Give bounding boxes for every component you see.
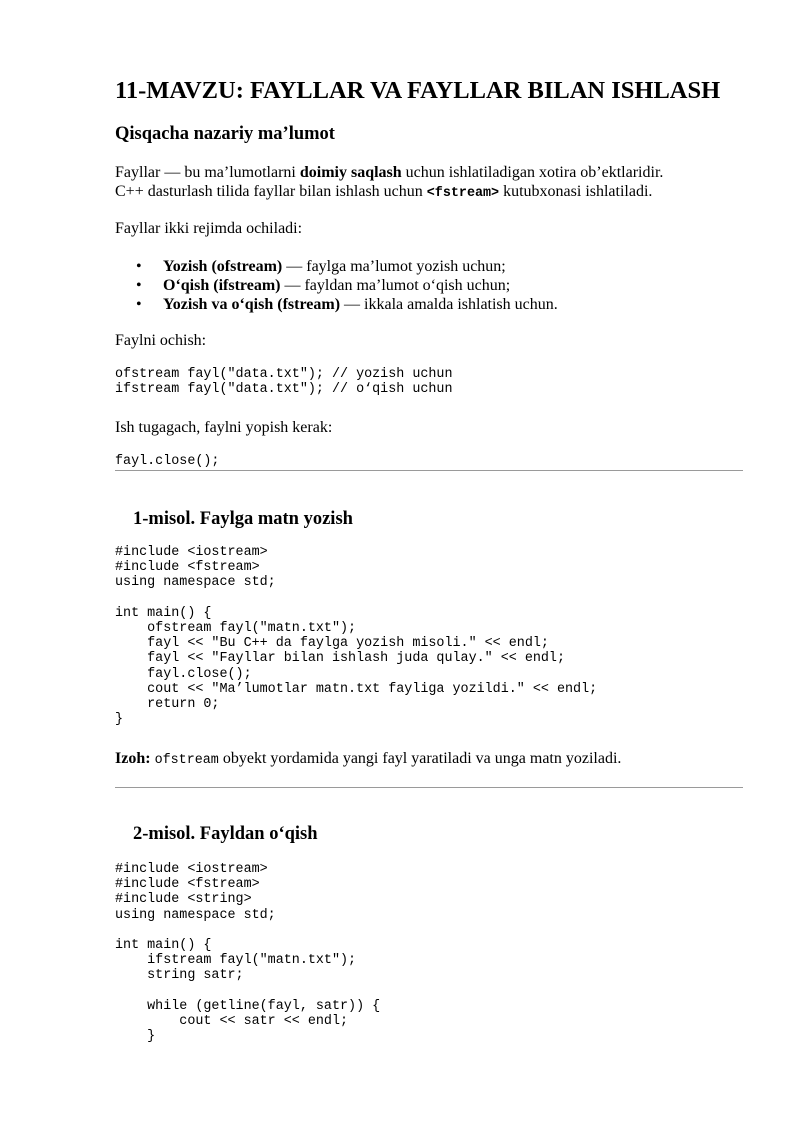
theory-paragraph-2 [115, 182, 652, 203]
mode-description: — faylga ma’lumot yozish uchun; [282, 258, 506, 275]
close-intro: Ish tugagach, faylni yopish kerak: [115, 419, 333, 436]
note-text: obyekt yordamida yangi fayl yaratiladi va unga matn yoziladi. [218, 750, 622, 767]
list-item [115, 257, 558, 276]
bullet-icon: • [136, 277, 142, 294]
close-code-block: fayl.close(); [115, 454, 220, 469]
page-title: 11-MAVZU: FAYLLAR VA FAYLLAR BILAN ISHLASH [115, 77, 721, 104]
mode-description: — ikkala amalda ishlatish uchun. [340, 296, 558, 313]
theory-heading: Qisqacha nazariy ma’lumot [115, 124, 335, 144]
theory-p2-after: kutubxonasi ishlatiladi. [499, 183, 653, 200]
theory-p1-before: Fayllar — bu ma’lumotlarni [115, 164, 300, 181]
section-divider [115, 787, 743, 788]
mode-name: Yozish va o‘qish (fstream) [163, 296, 341, 313]
mode-description: — fayldan ma’lumot o‘qish uchun; [280, 277, 511, 294]
modes-list [115, 257, 558, 314]
mode-name: O‘qish (ifstream) [163, 277, 281, 294]
note-label: Izoh: [115, 750, 151, 767]
section-divider [115, 470, 743, 471]
theory-p1-after: uchun ishlatiladigan xotira ob’ektlaridir. [401, 164, 664, 181]
example-1-heading: 1-misol. Faylga matn yozish [133, 509, 353, 529]
mode-name: Yozish (ofstream) [163, 258, 283, 275]
example-2-code-block: #include <iostream> #include <fstream> #include <string> using namespace std; int main() { ifstream fayl("matn.txt"); string satr; while (getline(fayl, satr)) { cout << satr << endl; } [115, 862, 381, 1045]
bullet-icon: • [136, 296, 142, 313]
modes-intro: Fayllar ikki rejimda ochiladi: [115, 220, 303, 237]
list-item [115, 276, 558, 295]
open-intro: Faylni ochish: [115, 332, 207, 349]
theory-paragraph-1 [115, 163, 663, 182]
example-2-heading: 2-misol. Fayldan o‘qish [133, 824, 318, 844]
open-code-block: ofstream fayl("data.txt"); // yozish uchun ifstream fayl("data.txt"); // o‘qish uchun [115, 367, 453, 398]
fstream-code: <fstream> [426, 186, 500, 201]
note-code: ofstream [154, 753, 219, 768]
example-1-note [115, 749, 621, 770]
theory-p2-before: C++ dasturlash tilida fayllar bilan ishlash uchun [115, 183, 427, 200]
theory-p1-bold: doimiy saqlash [299, 164, 402, 181]
bullet-icon: • [136, 258, 142, 275]
example-1-code-block: #include <iostream> #include <fstream> using namespace std; int main() { ofstream fayl("matn.txt"); fayl << "Bu C++ da faylga yozish misoli." << endl; fayl << "Fayllar bilan ishlash juda qulay." << endl; fayl.close(); cout << "Ma’lumotlar matn.txt fayliga yozildi." << endl; return 0; } [115, 545, 598, 728]
list-item [115, 295, 558, 314]
